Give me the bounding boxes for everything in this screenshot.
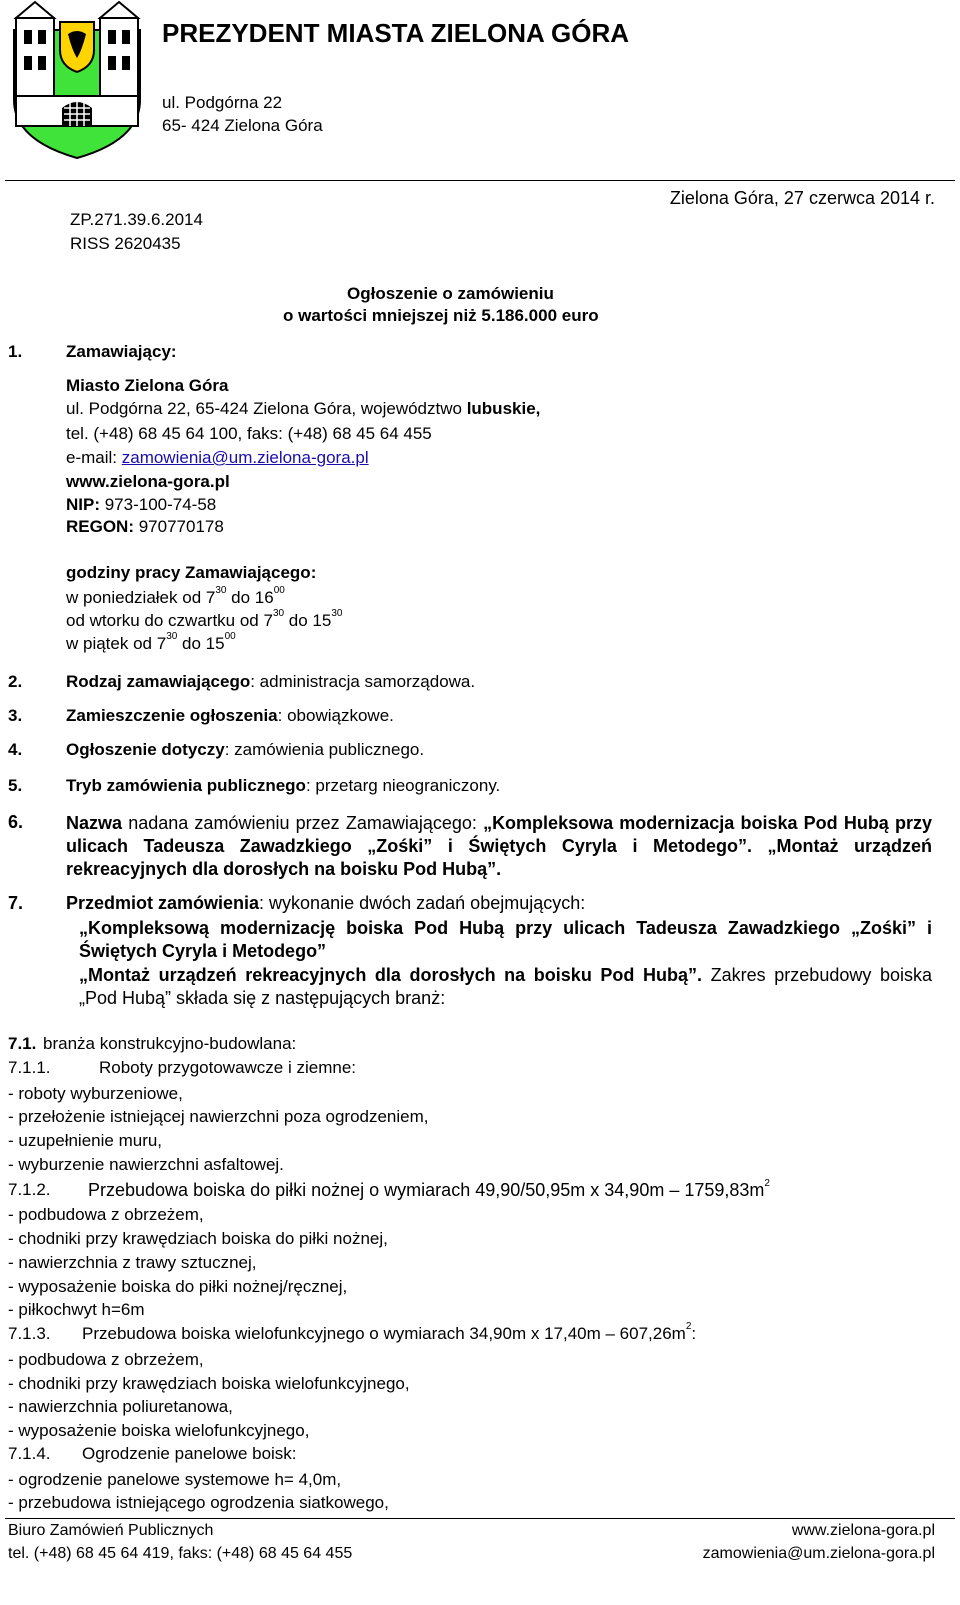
- document-date: Zielona Góra, 27 czerwca 2014 r.: [669, 188, 935, 208]
- buyer-website[interactable]: www.zielona-gora.pl: [66, 472, 230, 491]
- buyer-nip: NIP: 973-100-74-58: [66, 495, 217, 514]
- footer-website[interactable]: www.zielona-gora.pl: [791, 1522, 935, 1539]
- list-item: - podbudowa z obrzeżem,: [8, 1205, 204, 1224]
- task-2: „Montaż urządzeń rekreacyjnych dla dorosłych na boisku Pod Hubą”. Zakres przebudowy boiska „Pod Hubą” składa się z następujących branż:: [79, 965, 932, 1008]
- list-item: - wyposażenie boiska do piłki nożnej/ręcznej,: [8, 1277, 348, 1296]
- reference-number: ZP.271.39.6.2014: [70, 210, 203, 229]
- section-7-1-1-number: 7.1.1.: [8, 1058, 51, 1077]
- footer-email[interactable]: zamowienia@um.zielona-gora.pl: [702, 1545, 935, 1562]
- buyer-address: ul. Podgórna 22, 65-424 Zielona Góra, województwo lubuskie,: [66, 399, 541, 418]
- section-6-number: 6.: [8, 812, 24, 832]
- list-item: - wyposażenie boiska wielofunkcyjnego,: [8, 1421, 310, 1440]
- email-link[interactable]: zamowienia@um.zielona-gora.pl: [121, 448, 369, 467]
- list-item: - piłkochwyt h=6m: [8, 1300, 145, 1319]
- list-item: - przełożenie istniejącej nawierzchni poza ogrodzeniem,: [8, 1107, 429, 1126]
- section-7-1-1-title: Roboty przygotowawcze i ziemne:: [99, 1058, 357, 1077]
- address-line-1: ul. Podgórna 22: [162, 93, 283, 112]
- list-item: - podbudowa z obrzeżem,: [8, 1350, 204, 1369]
- notice-title: Ogłoszenie o zamówieniu: [347, 284, 554, 303]
- list-item: - ogrodzenie panelowe systemowe h= 4,0m,: [8, 1470, 342, 1489]
- item-2: Rodzaj zamawiającego: administracja samorządowa.: [66, 672, 476, 691]
- section-7-1-4-title: Ogrodzenie panelowe boisk:: [82, 1444, 297, 1463]
- list-item: - przebudowa istniejącego ogrodzenia siatkowego,: [8, 1493, 389, 1512]
- section-7-1-4-number: 7.1.4.: [8, 1444, 51, 1463]
- list-item: - uzupełnienie muru,: [8, 1131, 163, 1150]
- list-item: - nawierzchnia z trawy sztucznej,: [8, 1253, 257, 1272]
- section-6-text: Nazwa nadana zamówieniu przez Zamawiającego: „Kompleksowa modernizacja boiska Pod Hubą przy ulicach Tadeusza Zawadzkiego „Zośki” i Świętych Cyryla i Metodego”. „Montaż urządzeń rekreacyjnych dla dorosłych na boisku Pod Hubą”.: [66, 813, 933, 879]
- section-7-1-title: branża konstrukcyjno-budowlana:: [43, 1034, 297, 1053]
- item-4: Ogłoszenie dotyczy: zamówienia publicznego.: [66, 740, 425, 759]
- zielona-gora-coat-of-arms-icon: [2, 0, 152, 160]
- item-5-number: 5.: [8, 776, 23, 795]
- riss-number: RISS 2620435: [70, 234, 181, 253]
- buyer-regon: REGON: 970770178: [66, 517, 224, 536]
- task-1: „Kompleksową modernizację boiska Pod Hubą przy ulicach Tadeusza Zawadzkiego „Zośki” i Świętych Cyryla i Metodego”: [79, 918, 932, 961]
- list-item: - chodniki przy krawędziach boiska do piłki nożnej,: [8, 1229, 388, 1248]
- section-7-1-2-title: Przebudowa boiska do piłki nożnej o wymiarach 49,90/50,95m x $34,90m - 1759,83m^2$: [88, 1178, 770, 1200]
- list-item: - wyburzenie nawierzchni asfaltowej.: [8, 1155, 284, 1174]
- item-2-number: 2.: [8, 672, 23, 691]
- item-3-number: 3.: [8, 706, 23, 725]
- section-7-1-3-title: Przebudowa boiska wielofunkcyjnego o wymiarach 34,90m x $17,40m - 607,26m^2$:: [82, 1321, 697, 1343]
- page-title: PREZYDENT MIASTA ZIELONA GÓRA: [162, 18, 630, 48]
- list-item: - nawierzchnia poliuretanowa,: [8, 1397, 233, 1416]
- item-3: Zamieszczenie ogłoszenia: obowiązkowe.: [66, 706, 394, 725]
- notice-subtitle: o wartości mniejszej niż 5.186.000 euro: [283, 306, 599, 325]
- header-divider: [5, 180, 955, 181]
- working-hours-title: godziny pracy Zamawiającego:: [66, 563, 317, 582]
- section-7-1-2-number: 7.1.2.: [8, 1180, 51, 1199]
- section-1-number: 1.: [8, 342, 23, 361]
- section-7-heading: Przedmiot zamówienia: wykonanie dwóch zadań obejmujących:: [66, 893, 586, 913]
- list-item: - chodniki przy krawędziach boiska wielofunkcyjnego,: [8, 1374, 410, 1393]
- buyer-email: e-mail: zamowienia@um.zielona-gora.pl: [66, 448, 369, 467]
- buyer-name: Miasto Zielona Góra: [66, 376, 229, 395]
- hours-monday: w poniedziałek od $7^{30}$ do $16^{00}$: [66, 585, 285, 607]
- list-item: - roboty wyburzeniowe,: [8, 1084, 183, 1103]
- item-4-number: 4.: [8, 740, 23, 759]
- section-7-number: 7.: [8, 893, 24, 913]
- hours-tue-thu: od wtorku do czwartku od $7^{30}$ do $15^{30}$: [66, 608, 343, 630]
- section-7-1-number: 7.1.: [8, 1034, 37, 1053]
- hours-friday: w piątek od $7^{30}$ do $15^{00}$: [66, 631, 236, 653]
- footer-divider: [5, 1518, 955, 1519]
- buyer-phone: tel. (+48) 68 45 64 100, faks: (+48) 68 45 64 455: [66, 424, 432, 443]
- footer-office: Biuro Zamówień Publicznych: [8, 1522, 214, 1539]
- section-1-label: Zamawiający:: [66, 342, 177, 361]
- section-7-1-3-number: 7.1.3.: [8, 1324, 51, 1343]
- item-5: Tryb zamówienia publicznego: przetarg nieograniczony.: [66, 776, 501, 795]
- address-line-2: 65- 424 Zielona Góra: [162, 116, 323, 135]
- footer-phone: tel. (+48) 68 45 64 419, faks: (+48) 68 45 64 455: [8, 1545, 353, 1562]
